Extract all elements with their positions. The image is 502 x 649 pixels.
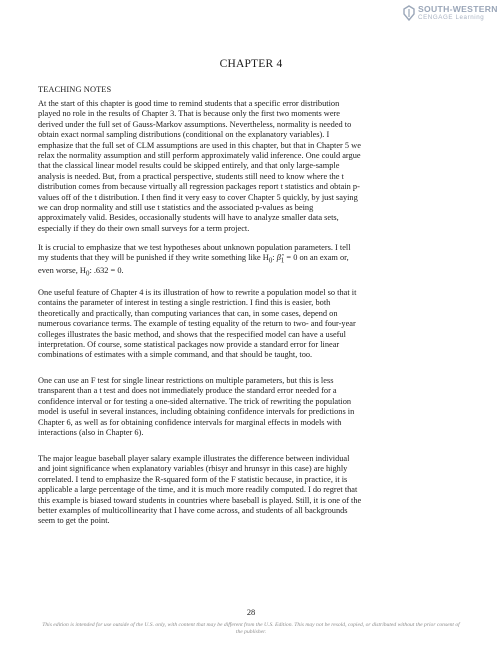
paragraph-line: derived under the full set of Gauss-Markov assumptions. Nevertheless, normality is needed to <box>38 119 352 129</box>
paragraph-line-with-formula: my students that they will be punished if they write something like $H_0$: $\betâ_1 = 0$ on an exam or, <box>38 253 349 266</box>
paragraph-line: applicable a large percentage of the time, and it is much more readily computed. I do regret that <box>38 485 358 495</box>
paragraph-line: At the start of this chapter is good time to remind students that a specific error distribution <box>38 99 340 108</box>
paragraph-line: analysis is needed. But, from a practical perspective, students still need to know where the t <box>38 171 344 181</box>
paragraph-line: seem to get the point. <box>38 516 110 526</box>
paragraph-line: It is crucial to emphasize that we test hypotheses about unknown population parameters. I tell <box>38 243 351 252</box>
paragraph-line: combinations of estimates with a simple command, and that should be taught, too. <box>38 350 313 360</box>
section-heading: TEACHING NOTES <box>38 85 112 94</box>
beta-hat-symbol: β̂ <box>276 253 281 263</box>
paragraph-line: values off of the t distribution. I then find it very easy to cover Chapter 5 quickly, by just saying <box>38 192 358 202</box>
paragraph-line: contains the parameter of interest in testing a single restriction. I find this is easier, both <box>38 298 331 308</box>
paragraph-line: obtain exact normal sampling distributions (conditional on the explanatory variables). I <box>38 130 330 140</box>
paragraph-line: emphasize that the full set of CLM assumptions are used in this chapter, but that in Chapter 5 we <box>38 140 361 150</box>
paragraph-line: better examples of multicollinearity that I have come across, and students of all backgrounds <box>38 506 348 516</box>
paragraph-f-test <box>38 376 466 438</box>
paragraph-line: interpretation. Of course, some statistical packages now provide a standard error for linear <box>38 340 340 350</box>
paragraph-line: numerous covariance terms. The example of testing equality of the return to two- and four-year <box>38 319 356 329</box>
publisher-logo-line2: CENGAGE Learning <box>418 14 485 21</box>
paragraph-line: that the classical linear model results could be skipped entirely, and that only large-sample <box>38 161 340 171</box>
paragraph-normality <box>38 99 466 234</box>
publisher-logo-mark-icon <box>402 5 416 21</box>
paragraph-line: we can drop normality and still use t statistics and the associated p-values as being <box>38 203 314 213</box>
publisher-logo-line1: SOUTH-WESTERN <box>418 4 498 14</box>
subscript: 0 <box>85 270 90 279</box>
paragraph-line: and joint significance when explanatory variables (rbisyr and hrunsyr in this case) are highly <box>38 464 348 474</box>
paragraph-line: distribution comes from because virtually all regression packages report t statistics and obtain p- <box>38 182 360 192</box>
subscript: 0 <box>268 257 273 266</box>
paragraph-line: played no role in the results of Chapter 3. That is because only the first two moments were <box>38 109 341 119</box>
paragraph-line: interactions (also in Chapter 6). <box>38 428 144 438</box>
chapter-title: CHAPTER 4 <box>219 58 283 70</box>
paragraph-line: Chapter 6, as well as for obtaining confidence intervals for marginal effects in models with <box>38 417 342 427</box>
paragraph-line: confidence interval or for testing a one-sided alternative. The trick of rewriting the population <box>38 396 352 406</box>
paragraph-line-with-formula: even worse, $H_0$: .632 = 0. <box>38 266 124 279</box>
copyright-notice: This edition is intended for use outside of the U.S. only, with content that may be different from the U.S. Edition. This may not be resold, copied, or distributed without the prior consent of the publisher. <box>42 622 460 635</box>
paragraph-line: theoretically and practically, than computing variances that can, in some cases, depend on <box>38 308 338 318</box>
paragraph-line: colleges illustrates the basic method, and shows that the respecified model can have a useful <box>38 329 346 339</box>
paragraph-line: relax the normality assumption and still perform approximately valid inference. One could argue <box>38 151 361 161</box>
publisher-logo <box>402 4 498 26</box>
paragraph-line: The major league baseball player salary example illustrates the difference between individual <box>38 454 350 463</box>
paragraph-rewrite-model <box>38 288 466 361</box>
paragraph-hypotheses <box>38 243 466 280</box>
paragraph-line: model is useful in several instances, including obtaining confidence intervals for predictions in <box>38 407 355 417</box>
paragraph-line: especially if they do their own small surveys for a term project. <box>38 223 250 233</box>
paragraph-line: correlated. I tend to emphasize the R-squared form of the F statistic because, in practice, it is <box>38 474 348 484</box>
paragraph-line: transparent than a t test and does not immediately produce the standard error needed for a <box>38 386 337 396</box>
paragraph-line: One useful feature of Chapter 4 is its illustration of how to rewrite a population model so that it <box>38 288 357 297</box>
paragraph-baseball-example <box>38 454 466 527</box>
page-number: 28 <box>246 608 256 617</box>
paragraph-line: approximately valid. Besides, occasionally students will have to analyze smaller data sets, <box>38 213 339 223</box>
paragraph-line: One can use an F test for single linear restrictions on multiple parameters, but this is less <box>38 376 334 385</box>
paragraph-line: this example is biased toward students in countries where baseball is played. Still, it is one of the <box>38 495 362 505</box>
subscript: 1 <box>280 257 285 266</box>
